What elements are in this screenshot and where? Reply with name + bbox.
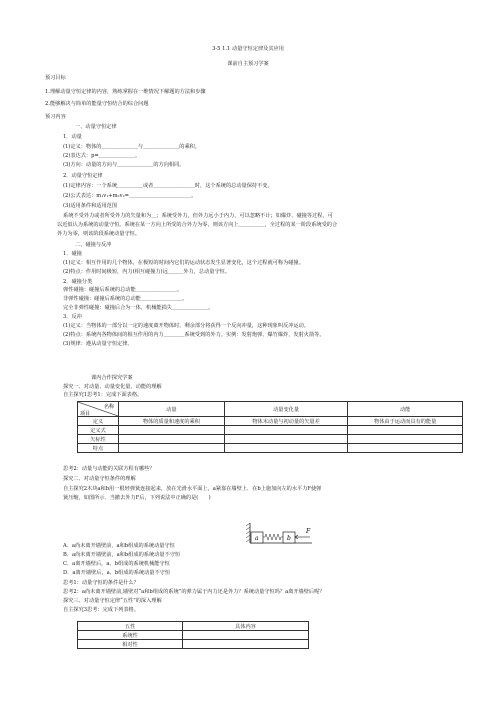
preview-line: (2)特点：系统内各物体间的相互作用的内力＿＿＿＿系统受到的外力。实例：发射炮弹、爆竹爆炸，发射火箭等。 bbox=[63, 332, 325, 338]
block-b-label: b bbox=[287, 535, 291, 542]
preview-line: 3．反冲 bbox=[63, 314, 82, 320]
table-corner-cell bbox=[78, 402, 119, 417]
preview-line: 1．碰撞 bbox=[63, 251, 82, 257]
preview-line: 二、碰撞与反冲 bbox=[75, 242, 112, 248]
option-a: A．a尚未离开墙壁前，a和b组成的系统动量守恒 bbox=[63, 543, 175, 549]
inclass-title: 课内合作探究学案 bbox=[91, 375, 133, 381]
explore2-line-1: 思考2：动量与动能的关联方程有哪些？ bbox=[63, 466, 155, 472]
preview-line: 非弹性碰撞：碰撞后系统的总动能＿＿＿＿＿＿＿＿。 bbox=[63, 296, 188, 302]
explore2-line-2: 探究二、对动量守恒条件的理解 bbox=[63, 476, 136, 482]
preview-line: (1)定律内容：一个系统＿＿＿＿＿或者＿＿＿＿＿＿＿＿时，这个系统的总动量保持不变。 bbox=[63, 183, 273, 189]
table-cell bbox=[119, 426, 225, 435]
goal-1: 1.理解动量守恒定律的内容，熟练掌握在一维情况下解题的方法和步骤 bbox=[45, 89, 206, 95]
explore2-line-4: 簧压缩，如图所示．当撤去外力F后，下列说法中正确的是( ) bbox=[63, 495, 211, 501]
preview-line: 2．动量守恒定律 bbox=[63, 173, 103, 179]
option-c: C．a离开墙壁后，a、b组成的系统机械能守恒 bbox=[63, 561, 170, 567]
table-cell: 定义式 bbox=[78, 426, 119, 435]
corner-top: 名称 bbox=[104, 404, 115, 410]
preview-line: 2．碰撞分类 bbox=[63, 279, 93, 285]
option-b: B．a尚未离开墙壁前，a和b组成的系统动量不守恒 bbox=[63, 552, 181, 558]
page-subtitle: 课前自主预习学案 bbox=[227, 61, 269, 67]
table-cell: 物体由于运动而具有的能量 bbox=[348, 417, 463, 426]
block-a-label: a bbox=[255, 535, 259, 542]
table-row bbox=[78, 417, 463, 426]
preview-line: 以近似认为系统的动量守恒。系统在某一方向上所受的合外力为零，则该方向上＿＿＿＿＿，全过程的某一阶段系统受的合 bbox=[57, 222, 338, 228]
preview-line: (3)规律：遵从动量守恒定律。 bbox=[63, 341, 133, 347]
table-cell: 矢标性 bbox=[78, 435, 119, 444]
table-header: 具体内容 bbox=[183, 622, 309, 631]
table-cell bbox=[224, 435, 348, 444]
preview-content-label: 预习内容 bbox=[45, 114, 66, 120]
preview-line: (2)公式表达：m₁v₁+m₂v₂=＿＿＿＿＿＿＿＿＿＿＿＿。 bbox=[63, 193, 197, 199]
preview-line: (1)定义：相互作用的几个物体，在极短的时间内它们的运动状态发生显著变化，这个过程就可称为碰撞。 bbox=[63, 260, 304, 266]
table-cell bbox=[119, 435, 225, 444]
table-cell: 定义 bbox=[78, 417, 119, 426]
preview-goals-label: 预习目标 bbox=[45, 75, 66, 81]
table-cell: 系统性 bbox=[78, 631, 183, 640]
table-row bbox=[78, 435, 463, 444]
table-header: 动能 bbox=[348, 402, 463, 417]
table-cell: 物体的质量和速度的乘积 bbox=[119, 417, 225, 426]
explore3-line-4: 自主探究3思考：完成下列表格。 bbox=[63, 607, 139, 613]
preview-line: 弹性碰撞：碰撞后系统的总动能＿＿＿＿＿＿＿＿。 bbox=[63, 287, 183, 293]
explore2-line-3: 自主探究2木块a和b用一根轻弹簧连接起来，放在光滑水平面上，a紧靠在墙壁上．在b上施加向左的水平力F使弹 bbox=[63, 486, 322, 492]
explore3-line-1: 思考1：动量守恒的条件是什么？ bbox=[63, 580, 139, 586]
preview-line: (1)定义：当物体的一部分以一定的速度离开物体时，剩余部分将获得一个反向冲量，这种现象叫反冲运动。 bbox=[63, 323, 309, 329]
preview-line: (3)方向：动量的方向与＿＿＿＿＿＿＿的方向相同。 bbox=[63, 162, 185, 168]
table-header: 五性 bbox=[78, 622, 183, 631]
preview-line: (3)适用条件和适用范围 bbox=[63, 203, 118, 209]
table-cell: 特点 bbox=[78, 444, 119, 453]
preview-line: (1)定义：物体的＿＿＿＿＿＿＿与＿＿＿＿＿＿＿的乘积。 bbox=[63, 144, 201, 150]
table-cell bbox=[348, 426, 463, 435]
preview-line: 1．动量 bbox=[63, 134, 82, 140]
table-five-properties bbox=[77, 621, 309, 649]
table-cell bbox=[119, 444, 225, 453]
table-row bbox=[78, 426, 463, 435]
explore1-line-2: 自主探究1思考1：完成下面表格。 bbox=[63, 392, 143, 398]
preview-line: (2)特点：作用时间极短，内力(相互碰撞力)远＿＿＿外力，总动量守恒。 bbox=[63, 269, 231, 275]
force-label: F bbox=[306, 528, 311, 535]
wall-spring-blocks-figure bbox=[246, 519, 316, 547]
table-cell: 相对性 bbox=[78, 640, 183, 649]
explore3-line-2: 思考2：a尚未离开墙壁前,墙壁对“a和b组成的系统”的弹力属于内力还是外力？系统动量守恒吗？a离开墙壁后呢？ bbox=[63, 589, 325, 595]
table-concepts bbox=[77, 401, 463, 453]
preview-line: 完全非弹性碰撞：碰撞后合为一体，机械能损失＿＿＿＿＿＿＿。 bbox=[63, 305, 214, 311]
table-cell bbox=[348, 444, 463, 453]
table-row bbox=[78, 640, 309, 649]
goal-2: 2.能够解决与简单的能量守恒结合的综合问题 bbox=[45, 101, 149, 107]
table-cell bbox=[348, 435, 463, 444]
preview-line: 外力为零，则该阶段系统动量守恒。 bbox=[57, 231, 141, 237]
preview-line: 系统不受外力或者所受外力的矢量和为＿；系统受外力，但外力远小于内力，可以忽略不计；如爆炸、碰撞等过程，可 bbox=[63, 213, 333, 219]
explore3-line-3: 探究三、对动量守恒定律“五性”的深入理解 bbox=[63, 598, 162, 604]
table-cell bbox=[224, 426, 348, 435]
table-cell bbox=[183, 631, 309, 640]
table-cell: 物体末动量与初动量的矢量差 bbox=[224, 417, 348, 426]
preview-line: 一、动量守恒定律 bbox=[75, 124, 117, 130]
table-header: 动量 bbox=[119, 402, 225, 417]
table-header: 动量变化量 bbox=[224, 402, 348, 417]
explore1-line-1: 探究一、对动量、动量变化量、动能的理解 bbox=[63, 384, 162, 390]
option-d: D．a离开墙壁后，a、b组成的系统动量不守恒 bbox=[63, 570, 171, 576]
table-row bbox=[78, 631, 309, 640]
page-title: 3-5 1.1 动量守恒定律及其应用 bbox=[212, 46, 284, 52]
preview-line: (2)表达式：p=＿＿＿＿＿＿＿。 bbox=[63, 153, 141, 159]
table-cell bbox=[183, 640, 309, 649]
corner-bottom: 项目 bbox=[80, 411, 91, 416]
table-row bbox=[78, 444, 463, 453]
table-cell bbox=[224, 444, 348, 453]
